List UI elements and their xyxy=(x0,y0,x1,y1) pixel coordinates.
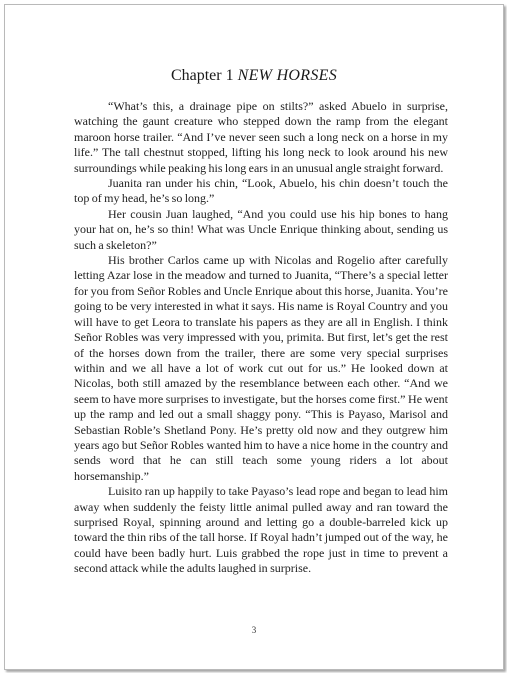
paragraph: Her cousin Juan laughed, “And you could use his hip bones to hang your hat on, he’s so thin! What was Uncle Enrique thinking about, sending us such a skeleton?” xyxy=(74,206,448,252)
paragraph: His brother Carlos came up with Nicolas and Rogelio after carefully letting Azar lose in the meadow and turned to Juanita, “There’s a special letter for you from Señor Robles and Uncle Enrique about this horse, Juanita. You’re going to be very interested in what it says. His name is Royal Country and you will have to get Leora to translate his papers as they are all in English. I think Señor Robles was very impressed with you, primita. But first, let’s get the rest of the horses down from the trailer, there are some very special surprises within and we all have a lot of work cut out for us.” He looked down at Nicolas, both still amazed by the resemblance between each other. “And we seem to have more surprises to investigate, but the horses come first.” He went up the ramp and led out a small shaggy pony. “This is Payaso, Marisol and Sebastian Roble’s Shetland Pony. He’s pretty old now and they outgrew him years ago but Señor Robles wanted him to have a nice home in the country and sends word that he can still teach some young riders a lot about horsemanship.” xyxy=(74,253,448,483)
paragraph: “What’s this, a drainage pipe on stilts?” asked Abuelo in surprise, watching the gaunt creature who stepped down the ramp from the elegant maroon horse trailer. “And I’ve never seen such a long neck on a horse in my life.” The tall chestnut stopped, lifting his long neck to look around his new surroundings while peaking his long ears in an unusual angle straight forward. xyxy=(74,99,448,175)
paragraph: Luisito ran up happily to take Payaso’s lead rope and began to lead him away when suddenly the feisty little animal pulled away and ran toward the surprised Royal, spinning around and letting go a double-barreled kick up toward the thin ribs of the tall horse. If Royal hadn’t jumped out of the way, he could have been badly hurt. Luis grabbed the rope just in time to prevent a second attack while the adults laughed in surprise. xyxy=(74,484,448,576)
chapter-label: Chapter 1 xyxy=(170,67,234,84)
paragraph: Juanita ran under his chin, “Look, Abuelo, his chin doesn’t touch the top of my head, he’s so long.” xyxy=(74,176,448,206)
chapter-heading xyxy=(5,67,503,85)
page-number: 3 xyxy=(251,625,257,635)
chapter-text xyxy=(74,99,448,577)
chapter-title: NEW HORSES xyxy=(237,67,338,84)
book-page xyxy=(4,4,504,670)
